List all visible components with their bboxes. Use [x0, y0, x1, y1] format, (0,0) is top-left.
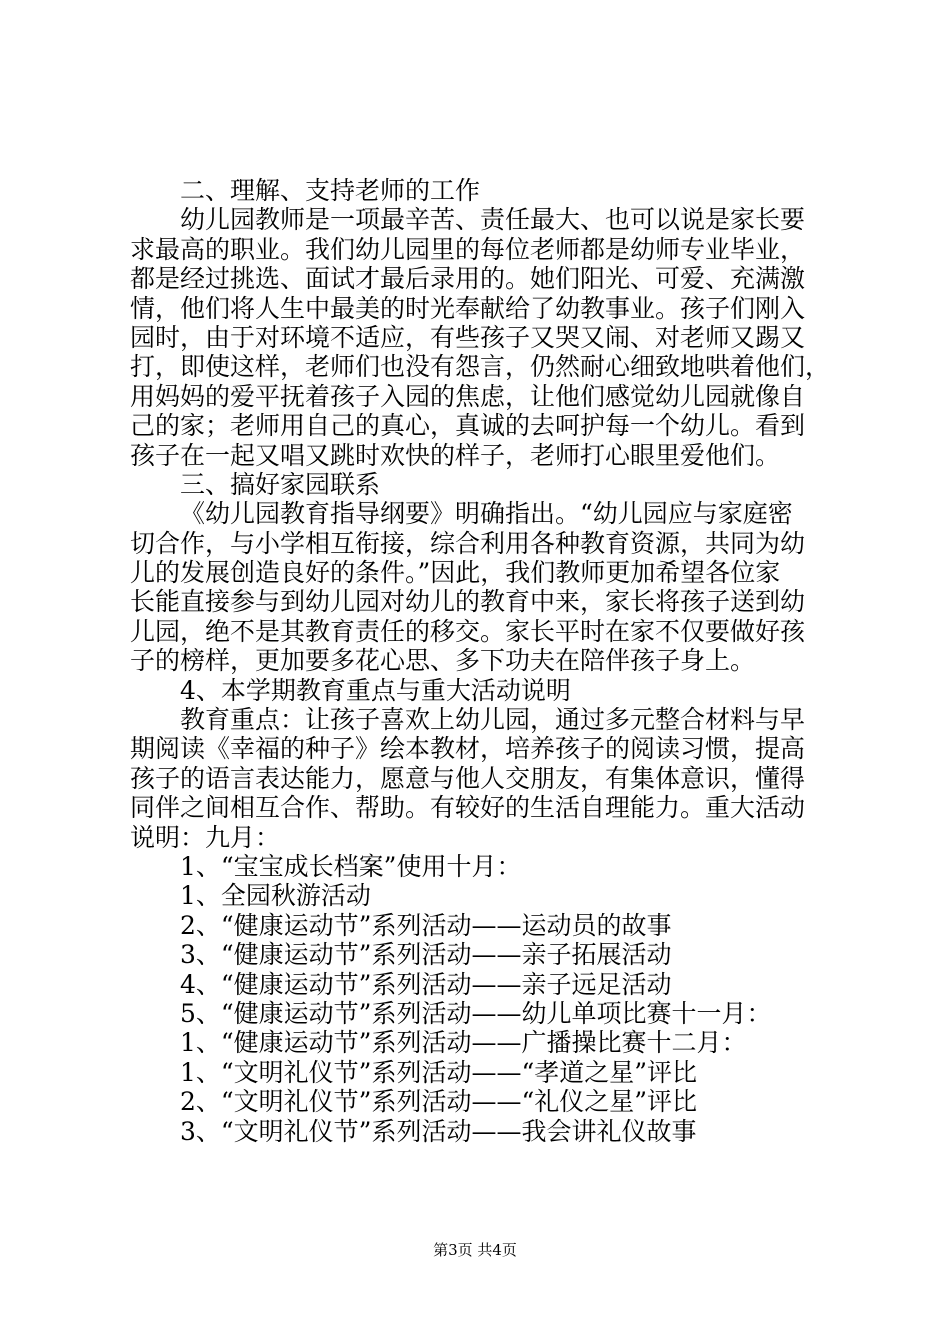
page-footer: 第3页 共4页	[433, 1241, 517, 1259]
text-line: 切合作，与小学相互衔接，综合利用各种教育资源，共同为幼	[130, 528, 806, 558]
text-line: 4、本学期教育重点与重大活动说明	[180, 675, 571, 705]
text-line: 二、理解、支持老师的工作	[180, 176, 481, 205]
text-line: 子的榜样，更加要多花心思、多下功夫在陪伴孩子身上。	[130, 646, 756, 676]
text-line: 用妈妈的爱平抚着孩子入园的焦虑，让他们感觉幼儿园就像自	[130, 381, 806, 411]
text-line: 情，他们将人生中最美的时光奉献给了幼教事业。孩子们刚入	[130, 293, 806, 323]
text-line: 1、“宝宝成长档案”使用十月：	[180, 851, 522, 881]
text-line: 幼儿园教师是一项最辛苦、责任最大、也可以说是家长要	[180, 205, 806, 235]
text-line: 2、“健康运动节”系列活动——运动员的故事	[180, 910, 672, 940]
text-line: 长能直接参与到幼儿园对幼儿的教育中来，家长将孩子送到幼	[130, 587, 806, 617]
text-line: 1、“文明礼仪节”系列活动——“孝道之星”评比	[180, 1057, 698, 1087]
text-line: 5、“健康运动节”系列活动——幼儿单项比赛十一月：	[180, 998, 772, 1028]
text-line: 1、全园秋游活动	[180, 881, 371, 911]
text-line: 孩子的语言表达能力，愿意与他人交朋友，有集体意识，懂得	[130, 763, 806, 793]
text-line: 《幼儿园教育指导纲要》明确指出。“幼儿园应与家庭密	[180, 499, 793, 529]
text-line: 3、“健康运动节”系列活动——亲子拓展活动	[180, 940, 672, 970]
text-line: 三、搞好家园联系	[180, 469, 381, 499]
text-line: 孩子在一起又唱又跳时欢快的样子，老师打心眼里爱他们。	[130, 440, 781, 470]
document-body	[130, 176, 830, 1146]
text-line: 儿的发展创造良好的条件。”因此，我们教师更加希望各位家	[130, 558, 781, 588]
text-line: 儿园，绝不是其教育责任的移交。家长平时在家不仅要做好孩	[130, 616, 806, 646]
text-line: 4、“健康运动节”系列活动——亲子远足活动	[180, 969, 672, 999]
text-line: 同伴之间相互合作、帮助。有较好的生活自理能力。重大活动	[130, 793, 806, 823]
text-line: 1、“健康运动节”系列活动——广播操比赛十二月：	[180, 1028, 747, 1058]
text-line: 期阅读《幸福的种子》绘本教材，培养孩子的阅读习惯，提高	[130, 734, 806, 764]
text-line: 求最高的职业。我们幼儿园里的每位老师都是幼师专业毕业，	[130, 234, 806, 264]
text-line: 3、“文明礼仪节”系列活动——我会讲礼仪故事	[180, 1116, 697, 1146]
text-line: 园时，由于对环境不适应，有些孩子又哭又闹、对老师又踢又	[130, 322, 806, 352]
text-line: 己的家；老师用自己的真心，真诚的去呵护每一个幼儿。看到	[130, 411, 806, 441]
text-line: 教育重点：让孩子喜欢上幼儿园，通过多元整合材料与早	[180, 705, 806, 735]
text-line: 2、“文明礼仪节”系列活动——“礼仪之星”评比	[180, 1087, 698, 1117]
text-line: 打，即使这样，老师们也没有怨言，仍然耐心细致地哄着他们，	[130, 352, 831, 382]
text-line: 都是经过挑选、面试才最后录用的。她们阳光、可爱、充满激	[130, 264, 806, 294]
text-line: 说明：九月：	[130, 822, 281, 852]
